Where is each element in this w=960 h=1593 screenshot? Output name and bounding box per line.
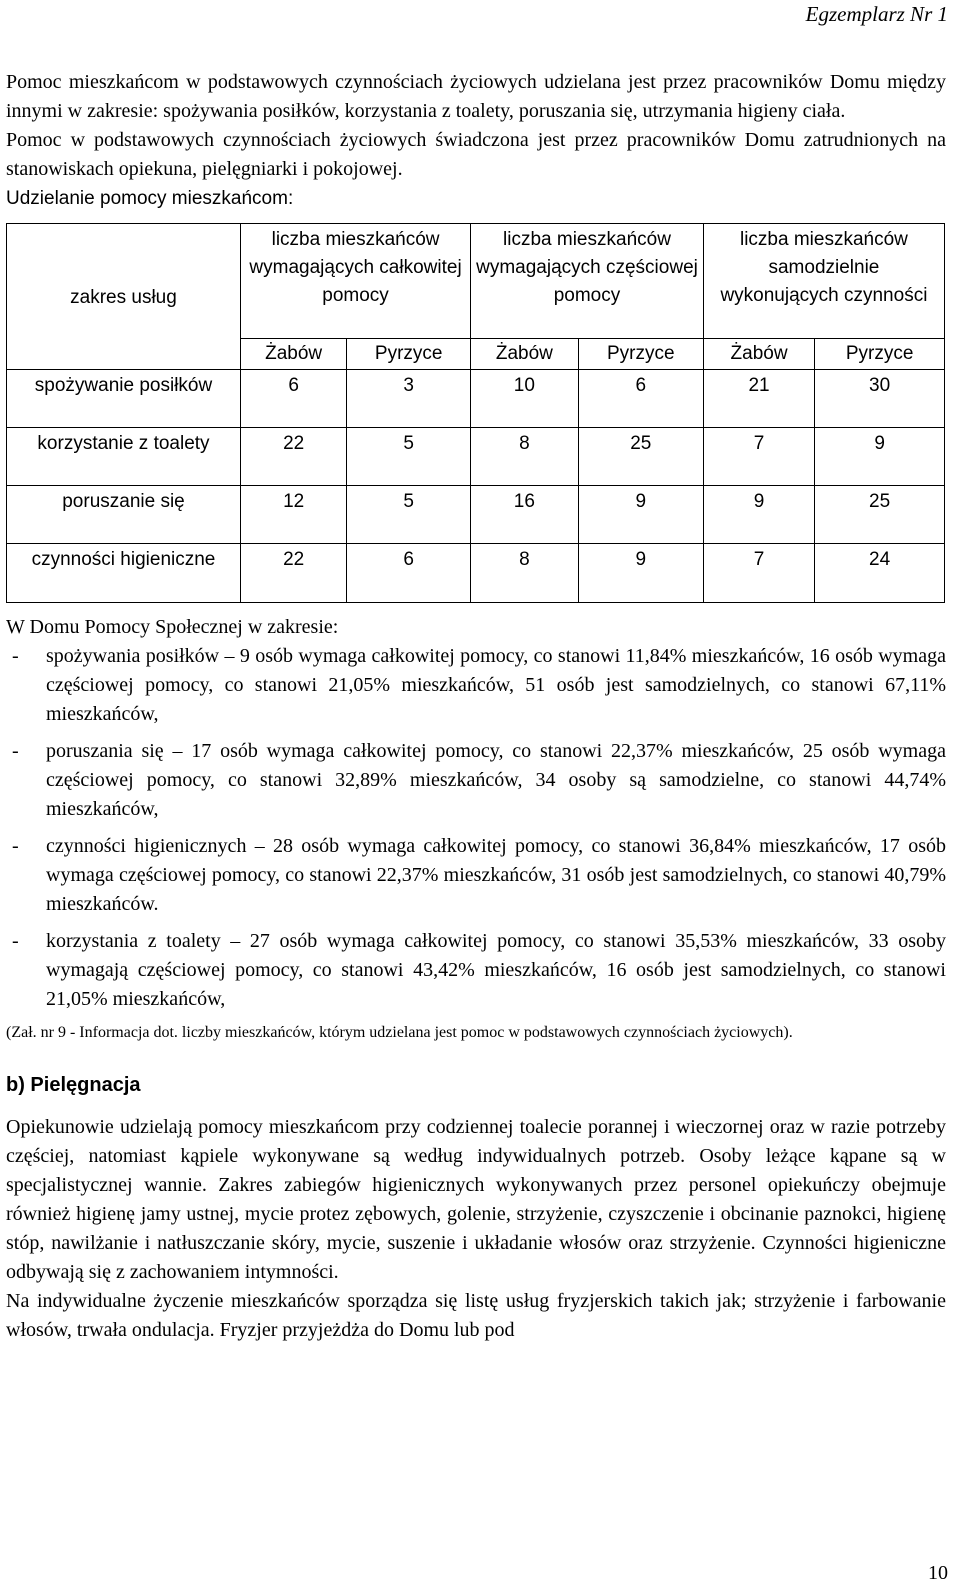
- summary-list: [6, 642, 946, 1014]
- table-cell: 9: [815, 428, 945, 486]
- subheader-cell: Pyrzyce: [815, 339, 945, 370]
- table-cell: 8: [471, 544, 579, 603]
- list-item: [6, 927, 946, 1014]
- attachment-note: (Zał. nr 9 - Informacja dot. liczby mieszkańców, którym udzielana jest pomoc w podstawowych czynnościach życiowych).: [6, 1024, 793, 1041]
- table-cell: 30: [815, 370, 945, 428]
- row-label: korzystanie z toalety: [7, 428, 241, 486]
- list-item: [6, 832, 946, 919]
- table-row: [7, 370, 945, 428]
- table-cell: 9: [578, 486, 703, 544]
- table-cell: 10: [471, 370, 579, 428]
- scope-header: zakres usług: [7, 224, 241, 370]
- row-label: czynności higieniczne: [7, 544, 241, 603]
- help-table-wrapper: [6, 223, 946, 603]
- dash-bullet: -: [12, 740, 19, 762]
- table-cell: 6: [578, 370, 703, 428]
- table-cell: 9: [578, 544, 703, 603]
- subheader-cell: Żabów: [241, 339, 347, 370]
- table-cell: 6: [241, 370, 347, 428]
- table-cell: 5: [347, 486, 471, 544]
- dash-bullet: -: [12, 645, 19, 667]
- subheader-cell: Pyrzyce: [578, 339, 703, 370]
- row-label: poruszanie się: [7, 486, 241, 544]
- table-cell: 9: [703, 486, 814, 544]
- summary-item-text: spożywania posiłków – 9 osób wymaga całkowitej pomocy, co stanowi 11,84% mieszkańców, 16 osób wymaga częściowej pomocy, co stanowi 21,05% mieszkańców, 51 osób jest samodzielnych, co stanowi 67,11% mieszkańców,: [46, 645, 946, 725]
- table-cell: 7: [703, 544, 814, 603]
- list-item: [6, 642, 946, 729]
- table-cell: 25: [578, 428, 703, 486]
- dash-bullet: -: [12, 835, 19, 857]
- group-header-full-help: liczba mieszkańców wymagających całkowitej pomocy: [241, 224, 471, 339]
- table-cell: 21: [703, 370, 814, 428]
- table-cell: 7: [703, 428, 814, 486]
- section-b-paragraph-2: Na indywidualne życzenie mieszkańców sporządza się listę usług fryzjerskich takich jak; strzyżenie i farbowanie włosów, trwała ondulacja. Fryzjer przyjeżdża do Domu lub pod: [6, 1290, 946, 1341]
- row-label: spożywanie posiłków: [7, 370, 241, 428]
- table-row: [7, 428, 945, 486]
- group-header-partial-help: liczba mieszkańców wymagających częściowej pomocy: [471, 224, 704, 339]
- page-content: [6, 68, 946, 1345]
- table-cell: 22: [241, 428, 347, 486]
- subheader-cell: Żabów: [471, 339, 579, 370]
- table-cell: 3: [347, 370, 471, 428]
- table-header-row: [7, 224, 945, 339]
- summary-item-text: poruszania się – 17 osób wymaga całkowitej pomocy, co stanowi 22,37% mieszkańców, 25 osób wymaga częściowej pomocy, co stanowi 32,89% mieszkańców, 34 osoby są samodzielne, co stanowi 44,74% mieszkańców,: [46, 740, 946, 820]
- table-caption: Udzielanie pomocy mieszkańcom:: [6, 188, 294, 209]
- table-cell: 8: [471, 428, 579, 486]
- intro-paragraph-1: Pomoc mieszkańcom w podstawowych czynnościach życiowych udzielana jest przez pracowników Domu między innymi w zakresie: spożywania posiłków, korzystania z toalety, poruszania się, utrzymania higieny ciała.: [6, 71, 946, 122]
- help-table: [6, 223, 945, 603]
- table-cell: 12: [241, 486, 347, 544]
- table-cell: 6: [347, 544, 471, 603]
- subheader-cell: Żabów: [703, 339, 814, 370]
- list-item: [6, 737, 946, 824]
- copy-label: Egzemplarz Nr 1: [805, 2, 948, 26]
- dash-bullet: -: [12, 930, 19, 952]
- table-cell: 22: [241, 544, 347, 603]
- section-b-paragraph-1: Opiekunowie udzielają pomocy mieszkańcom przy codziennej toalecie porannej i wieczornej oraz w razie potrzeby częściej, natomiast kąpiele wykonywane są według indywidualnych potrzeb. Osoby leżące kąpane są w specjalistycznej wannie. Zakres zabiegów higienicznych wykonywanych przez personel opiekuńczy obejmuje również higienę jamy ustnej, mycie protez zębowych, golenie, strzyżenie, czyszczenie i obcinanie paznokci, higienę stóp, nawilżanie i natłuszczanie skóry, mycie, suszenie i układanie włosów oraz strzyżenie. Czynności higieniczne odbywają się z zachowaniem intymności.: [6, 1116, 946, 1283]
- summary-lead: W Domu Pomocy Społecznej w zakresie:: [6, 616, 339, 638]
- table-cell: 5: [347, 428, 471, 486]
- section-b-title: b) Pielęgnacja: [6, 1074, 141, 1096]
- table-cell: 25: [815, 486, 945, 544]
- table-cell: 24: [815, 544, 945, 603]
- summary-item-text: korzystania z toalety – 27 osób wymaga całkowitej pomocy, co stanowi 35,53% mieszkańców, 33 osoby wymagają częściowej pomocy, co stanowi 43,42% mieszkańców, 16 osób jest samodzielnych, co stanowi 21,05% mieszkańców,: [46, 930, 946, 1010]
- subheader-cell: Pyrzyce: [347, 339, 471, 370]
- summary-item-text: czynności higienicznych – 28 osób wymaga całkowitej pomocy, co stanowi 36,84% mieszkańców, 17 osób wymaga częściowej pomocy, co stanowi 22,37% mieszkańców, 31 osób jest samodzielnych, co stanowi 40,79% mieszkańców.: [46, 835, 946, 915]
- intro-paragraph-2: Pomoc w podstawowych czynnościach życiowych świadczona jest przez pracowników Domu zatrudnionych na stanowiskach opiekuna, pielęgniarki i pokojowej.: [6, 129, 946, 180]
- table-row: [7, 544, 945, 603]
- group-header-independent: liczba mieszkańców samodzielnie wykonujących czynności: [703, 224, 944, 339]
- page-number: 10: [928, 1562, 948, 1584]
- table-cell: 16: [471, 486, 579, 544]
- table-row: [7, 486, 945, 544]
